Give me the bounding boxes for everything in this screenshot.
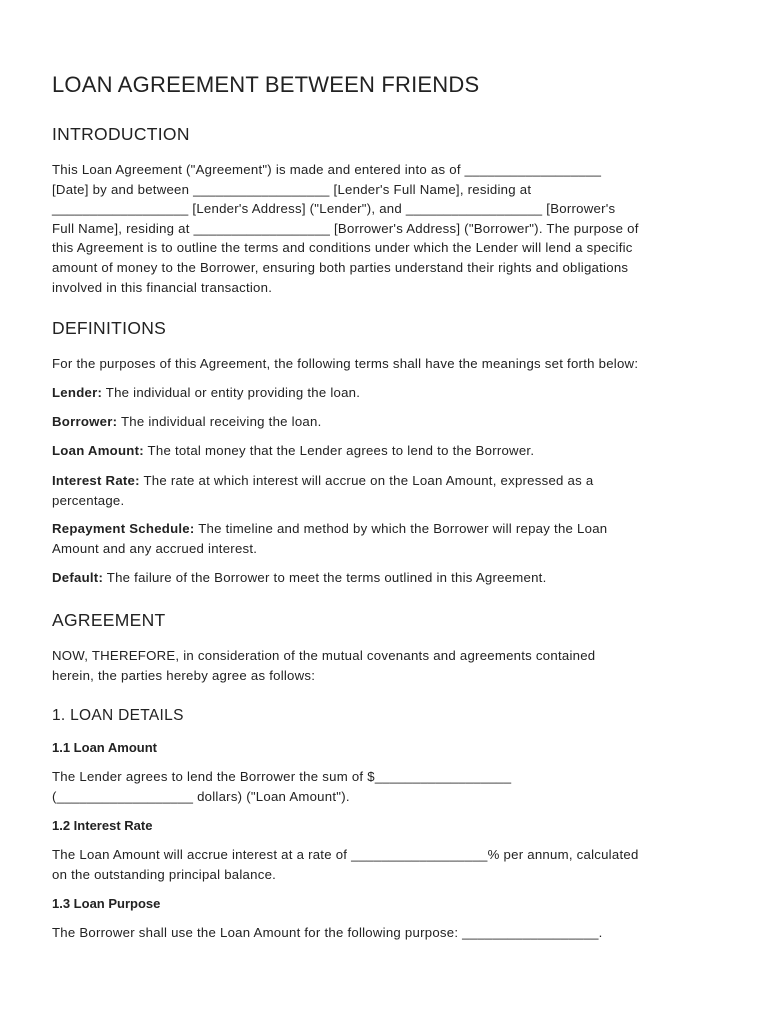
document-title: LOAN AGREEMENT BETWEEN FRIENDS: [52, 72, 480, 97]
agreement-heading: AGREEMENT: [52, 610, 166, 630]
definition-lender: Lender: The individual or entity providing the loan.: [52, 385, 361, 400]
loan-details-heading: 1. LOAN DETAILS: [52, 707, 184, 724]
loan-amount-paragraph: The Lender agrees to lend the Borrower the sum of $__________________ (__________________ dollars) ("Loan Amount").: [52, 769, 512, 804]
definition-default: Default: The failure of the Borrower to meet the terms outlined in this Agreement.: [52, 570, 547, 585]
introduction-paragraph: This Loan Agreement ("Agreement") is made and entered into as of __________________ [Date] by and between __________________ [Lender's Full Name], residing at __________________ [Lender's Address] ("Lender"), and __________________ [Borrower's Full Name], residing at __________________ [Borrower's Address] ("Borrower"). The purpose of this Agreement is to outline the terms and conditions under which the Lender will lend a specific amount of money to the Borrower, ensuring both parties understand their rights and obligations involved in this financial transaction.: [52, 162, 639, 295]
introduction-heading: INTRODUCTION: [52, 124, 190, 144]
definitions-heading: DEFINITIONS: [52, 318, 167, 338]
definition-interest-rate: Interest Rate: The rate at which interest will accrue on the Loan Amount, expressed as a percentage.: [52, 473, 594, 508]
interest-rate-paragraph: The Loan Amount will accrue interest at a rate of __________________% per annum, calculated on the outstanding principal balance.: [52, 847, 639, 882]
loan-purpose-paragraph: The Borrower shall use the Loan Amount for the following purpose: __________________.: [52, 925, 603, 940]
agreement-paragraph: NOW, THEREFORE, in consideration of the mutual covenants and agreements contained herein, the parties hereby agree as follows:: [52, 648, 596, 683]
definition-loan-amount: Loan Amount: The total money that the Lender agrees to lend to the Borrower.: [52, 443, 535, 458]
interest-rate-heading: 1.2 Interest Rate: [52, 818, 153, 833]
loan-purpose-heading: 1.3 Loan Purpose: [52, 896, 161, 911]
definition-repayment-schedule: Repayment Schedule: The timeline and method by which the Borrower will repay the Loan Amount and any accrued interest.: [52, 521, 608, 556]
definition-borrower: Borrower: The individual receiving the loan.: [52, 414, 322, 429]
definitions-intro: For the purposes of this Agreement, the following terms shall have the meanings set forth below:: [52, 356, 639, 371]
loan-amount-heading: 1.1 Loan Amount: [52, 740, 157, 755]
